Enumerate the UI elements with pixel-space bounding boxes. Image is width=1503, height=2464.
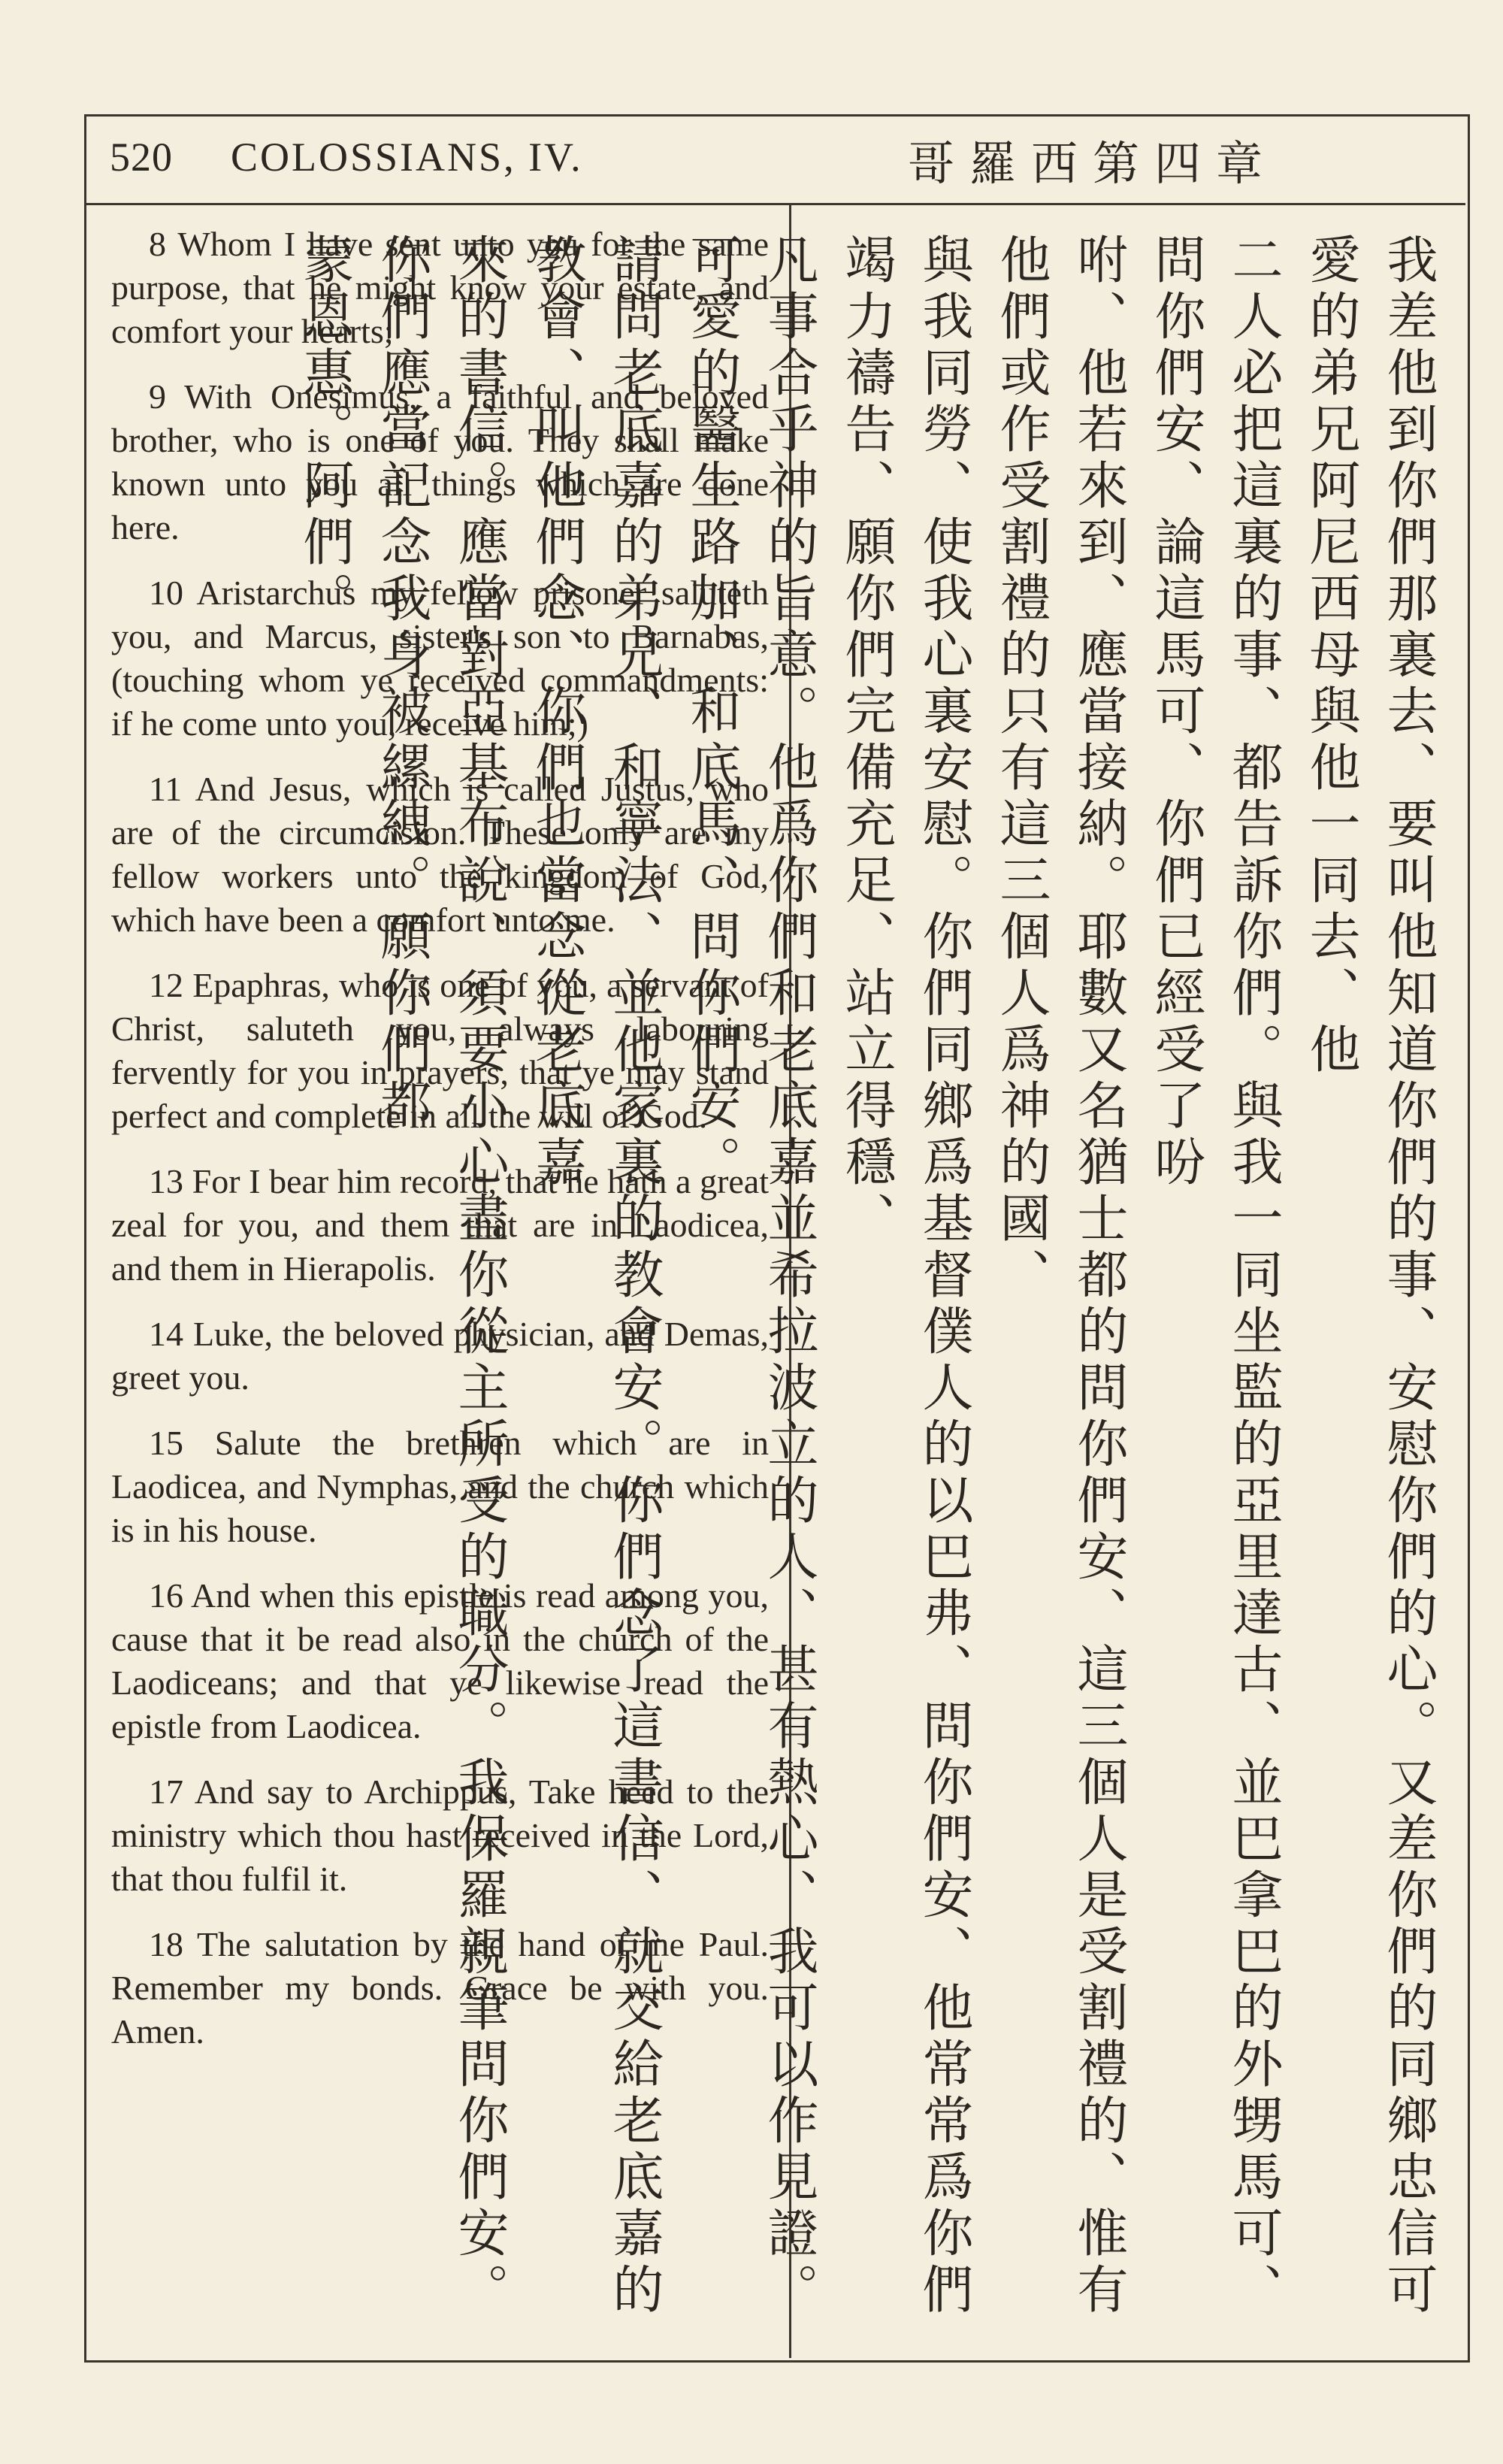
- verse-8: 8 Whom I have sent unto you for the same purpose, that he might know your estate, and comfort your hearts;: [111, 225, 769, 350]
- verse-10: 10 Aristarchus my fellow prisoner saluteth you, and Marcus, sister's son to Barnabas, (touching whom ye received commandments: if he come unto you, receive him;): [111, 574, 769, 743]
- verse-14: 14 Luke, the beloved physician, and Demas, greet you.: [111, 1315, 769, 1397]
- chinese-running-title: 哥羅西第四章: [907, 136, 1278, 191]
- page-number: 520: [110, 135, 173, 180]
- chinese-line: 來的書信。應當對亞基布說、須要小心盡你從主所受的職分。我保羅親筆問你們安。你們應當記念我身被縲絏。願你們都: [372, 233, 509, 2319]
- verse-18: 18 The salutation by the hand of me Paul. Remember my bonds. Grace be with you. Amen.: [111, 1925, 769, 2051]
- verse-17: 17 And say to Archippus, Take heed to the ministry which thou hast received in the Lord, that thou fulfil it.: [111, 1772, 769, 1898]
- chinese-line: 與我同勞、使我心裏安慰。你們同鄉爲基督僕人的以巴弗、問你們安、他常常爲你們竭力禱告、願你們完備充足、站立得穩、: [836, 233, 973, 2319]
- verse-11: 11 And Jesus, which is called Justus, who are of the circumcision. These only are my fellow workers unto the kingdom of God, which have been a comfort unto me.: [111, 770, 769, 939]
- chinese-line: 凡事合乎神的旨意。他爲你們和老底嘉並希拉波立的人、甚有熱心、我可以作見證。可愛的醫生路加、和底馬、問你們安。: [682, 233, 818, 2319]
- verse-9: 9 With Onesimus, a faithful and beloved brother, who is one of you. They shall make known unto you all things which are done here.: [111, 377, 769, 546]
- chinese-line: 請問老底嘉的弟兄、和寧法、並他家裏的教會安。你們念了這書信、就交給老底嘉的教會、叫他們念、你們也當念從老底嘉: [527, 233, 664, 2319]
- chinese-line: 咐、他若來到、應當接納。耶數又名猶士都的問你們安、這三個人是受割禮的、惟有他們或作受割禮的只有這三個人爲神的國、: [991, 233, 1128, 2319]
- verse-12: 12 Epaphras, who is one of you, a servant of Christ, saluteth you, always labouring fervently for you in prayers, that ye may stand perfect and complete in all the will of God.: [111, 966, 770, 1135]
- page-header: [84, 114, 1465, 205]
- verse-16: 16 And when this epistle is read among you, cause that it be read also in the church of the Laodiceans; and that ye likewise read the epistle from Laodicea.: [111, 1576, 769, 1745]
- chinese-line: 我差他到你們那裏去、要叫他知道你們的事、安慰你們的心。又差你們的同鄉忠信可愛的弟兄阿尼西母與他一同去、他: [1301, 233, 1438, 2319]
- running-title: COLOSSIANS, IV.: [231, 135, 583, 180]
- chinese-line: 二人必把這裏的事、都告訴你們。與我一同坐監的亞里達古、並巴拿巴的外甥馬可、問你們安、論這馬可、你們已經受了吩: [1146, 233, 1283, 2319]
- verse-13: 13 For I bear him record, that he hath a great zeal for you, and them that are in Laodicea, and them in Hierapolis.: [111, 1162, 769, 1288]
- verse-15: 15 Salute the brethren which are in Laodicea, and Nymphas, and the church which is in his house.: [111, 1424, 769, 1549]
- chinese-line: 蒙恩惠。阿們。: [295, 233, 354, 628]
